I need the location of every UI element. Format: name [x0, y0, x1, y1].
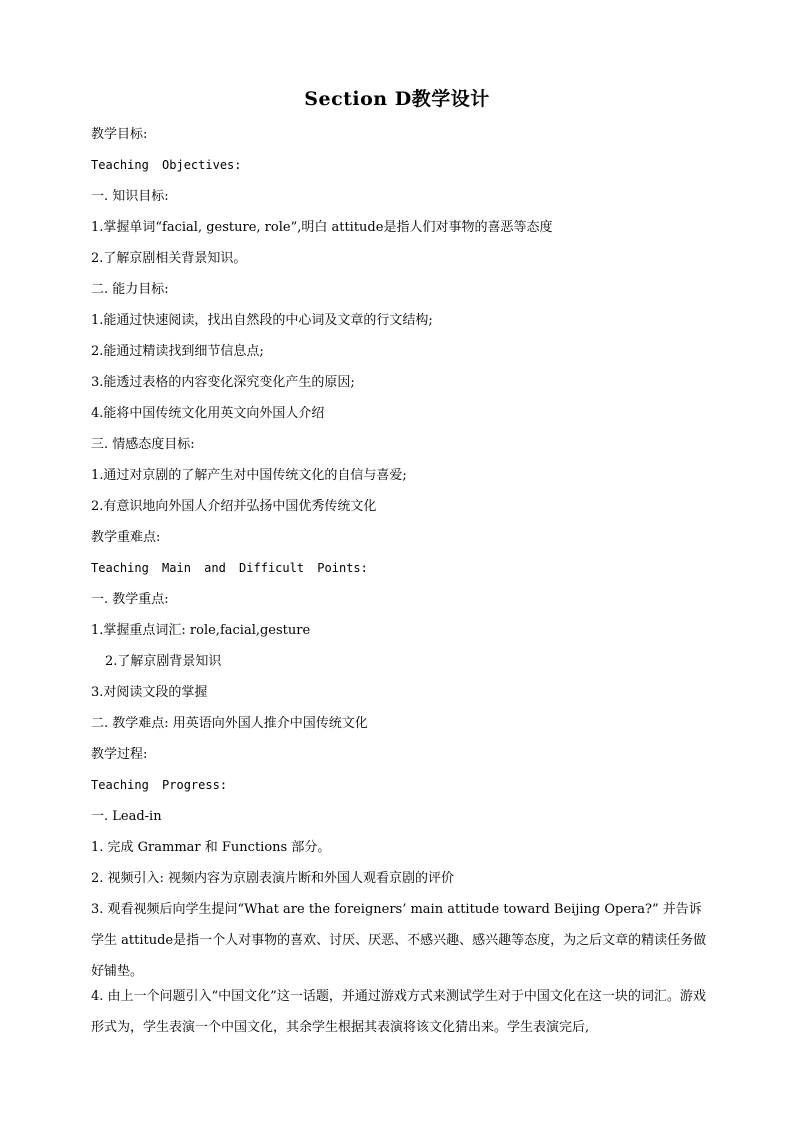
list-item: 3.对阅读文段的掌握: [91, 685, 208, 700]
heading-key-difficult-points-en: Teaching Main and Difficult Points:: [91, 561, 368, 575]
document-body: [91, 125, 707, 1043]
list-item: 4. 由上一个问题引入“中国文化”这一话题，并通过游戏方式来测试学生对于中国文化在这一块的词汇。游戏形式为，学生表演一个中国文化，其余学生根据其表演将该文化猜出来。学生表演完后,: [91, 989, 706, 1035]
list-item: 1.通过对京剧的了解产生对中国传统文化的自信与喜爱;: [91, 468, 407, 483]
list-item: 3.能透过表格的内容变化深究变化产生的原因;: [91, 375, 355, 390]
list-item: 3. 观看视频后向学生提问“What are the foreigners’ main attitude toward Beijing Opera?” 并告诉学生 attitude是指一个人对事物的喜欢、讨厌、厌恶、不感兴趣、感兴趣等态度，为之后文章的精读任务做好铺垫。: [91, 902, 707, 979]
heading-teaching-process-en: Teaching Progress:: [91, 778, 228, 792]
subheading-attitude-goals: 三. 情感态度目标:: [91, 437, 195, 452]
subheading-lead-in: 一. Lead-in: [91, 809, 162, 824]
document-title: Section D教学设计: [304, 88, 490, 110]
list-item: 1.掌握重点词汇: role,facial,gesture: [91, 623, 311, 638]
list-item: 1. 完成 Grammar 和 Functions 部分。: [91, 840, 331, 855]
list-item: 2.有意识地向外国人介绍并弘扬中国优秀传统文化: [91, 499, 377, 514]
heading-teaching-objectives-cn: 教学目标:: [91, 127, 148, 142]
list-item: 2.能通过精读找到细节信息点;: [91, 344, 264, 359]
subheading-ability-goals: 二. 能力目标:: [91, 282, 169, 297]
list-item: 4.能将中国传统文化用英文向外国人介绍: [91, 406, 325, 421]
subheading-knowledge-goals: 一. 知识目标:: [91, 189, 169, 204]
list-item: 2. 视频引入: 视频内容为京剧表演片断和外国人观看京剧的评价: [91, 871, 455, 886]
heading-teaching-objectives-en: Teaching Objectives:: [91, 158, 242, 172]
subheading-key-points: 一. 教学重点:: [91, 592, 169, 607]
subheading-difficult-points: 二. 教学难点: 用英语向外国人推介中国传统文化: [91, 716, 368, 731]
heading-teaching-process-cn: 教学过程:: [91, 747, 148, 762]
heading-key-difficult-points-cn: 教学重难点:: [91, 530, 161, 545]
list-item: 2.了解京剧背景知识: [105, 654, 222, 669]
list-item: 1.能通过快速阅读，找出自然段的中心词及文章的行文结构;: [91, 313, 433, 328]
list-item: 1.掌握单词“facial, gesture, role”,明白 attitude是指人们对事物的喜恶等态度: [91, 220, 553, 235]
list-item: 2.了解京剧相关背景知识。: [91, 251, 247, 266]
